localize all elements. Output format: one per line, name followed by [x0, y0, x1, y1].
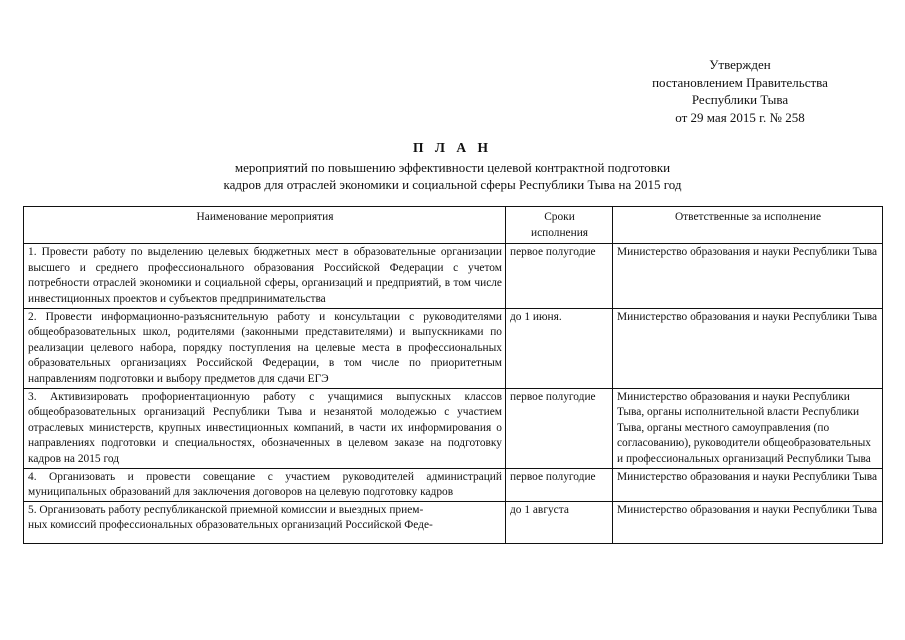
- table-row: [24, 501, 883, 543]
- document-title: П Л А Н: [413, 140, 492, 155]
- table-row: [24, 244, 883, 308]
- approval-line-resolution: постановлением Правительства: [652, 74, 828, 90]
- row-3-deadline: первое полугодие: [506, 388, 613, 468]
- row-1-name: 1. Провести работу по выделению целевых бюджетных мест в образовательные организации высшего и среднего профессионального образования Российской Федерации с учетом потребности отраслей экономики и социальной сферы, организаций и предприятий, в том числе инвестиционных проектов и субъектов предпринимательства: [24, 244, 506, 308]
- row-1-responsible: Министерство образования и науки Республики Тыва: [613, 244, 883, 308]
- header-responsible: [613, 207, 883, 244]
- header-name-text: Наименование мероприятия: [196, 211, 334, 223]
- table-row: [24, 308, 883, 388]
- row-2-deadline: до 1 июня.: [506, 308, 613, 388]
- approval-stamp: [600, 56, 880, 126]
- header-deadline-line-1: Сроки: [544, 211, 575, 223]
- table-header-row: [24, 207, 883, 244]
- table-row: [24, 388, 883, 468]
- header-name: [24, 207, 506, 244]
- header-responsible-text: Ответственные за исполнение: [674, 211, 822, 223]
- row-2-name: 2. Провести информационно-разъяснительную работу и консультации с руководителями общеобразовательных школ, родителями (законными представителями) и выпускниками по реализации целевого набора, порядку поступления на целевые места в профессиональных образовательных организациях Российской Федерации, в том числе по приоритетным направлениям подготовки и выбору предметов для сдачи ЕГЭ: [24, 308, 506, 388]
- row-5-name-line-2: ных комиссий профессиональных образовательных организаций Российской Феде-: [28, 519, 433, 532]
- header-deadline-line-2: исполнения: [530, 226, 589, 239]
- row-5-name-line-1: 5. Организовать работу республиканской приемной комиссии и выездных прием-: [28, 503, 424, 516]
- table-row: [24, 468, 883, 501]
- header-deadline: [506, 207, 613, 244]
- row-2-responsible: Министерство образования и науки Республики Тыва: [613, 308, 883, 388]
- document-subtitle-line-2: кадров для отраслей экономики и социальной сферы Республики Тыва на 2015 год: [223, 177, 682, 192]
- row-5-name: [24, 501, 506, 543]
- approval-line-approved: Утвержден: [709, 57, 771, 72]
- row-5-responsible: Министерство образования и науки Республики Тыва: [613, 501, 883, 543]
- row-3-responsible: Министерство образования и науки Республики Тыва, органы исполнительной власти Республики Тыва, органы местного самоуправления (по согласованию), руководители общеобразовательных и профессиональных организаций Республики Тыва: [613, 388, 883, 468]
- approval-line-date: от 29 мая 2015 г. № 258: [675, 109, 805, 125]
- row-4-name: 4. Организовать и провести совещание с участием руководителей администраций муниципальных образований для заключения договоров на целевую подготовку кадров: [24, 468, 506, 501]
- row-1-deadline: первое полугодие: [506, 244, 613, 308]
- document-subtitle-line-1: мероприятий по повышению эффективности целевой контрактной подготовки: [234, 160, 671, 175]
- row-4-deadline: первое полугодие: [506, 468, 613, 501]
- plan-table: [23, 206, 883, 544]
- row-5-deadline: до 1 августа: [506, 501, 613, 543]
- row-3-name: 3. Активизировать профориентационную работу с учащимися выпускных классов общеобразовательных организаций Республики Тыва и незанятой молодежью с участием отраслевых министерств, крупных инвестиционных компаний, в части их информирования о направлениях подготовки и специальностях, обозначенных в целевом заказе на подготовку кадров на 2015 год: [24, 388, 506, 468]
- approval-line-republic: Республики Тыва: [691, 92, 789, 107]
- document-header: [0, 139, 905, 193]
- row-4-responsible: Министерство образования и науки Республики Тыва: [613, 468, 883, 501]
